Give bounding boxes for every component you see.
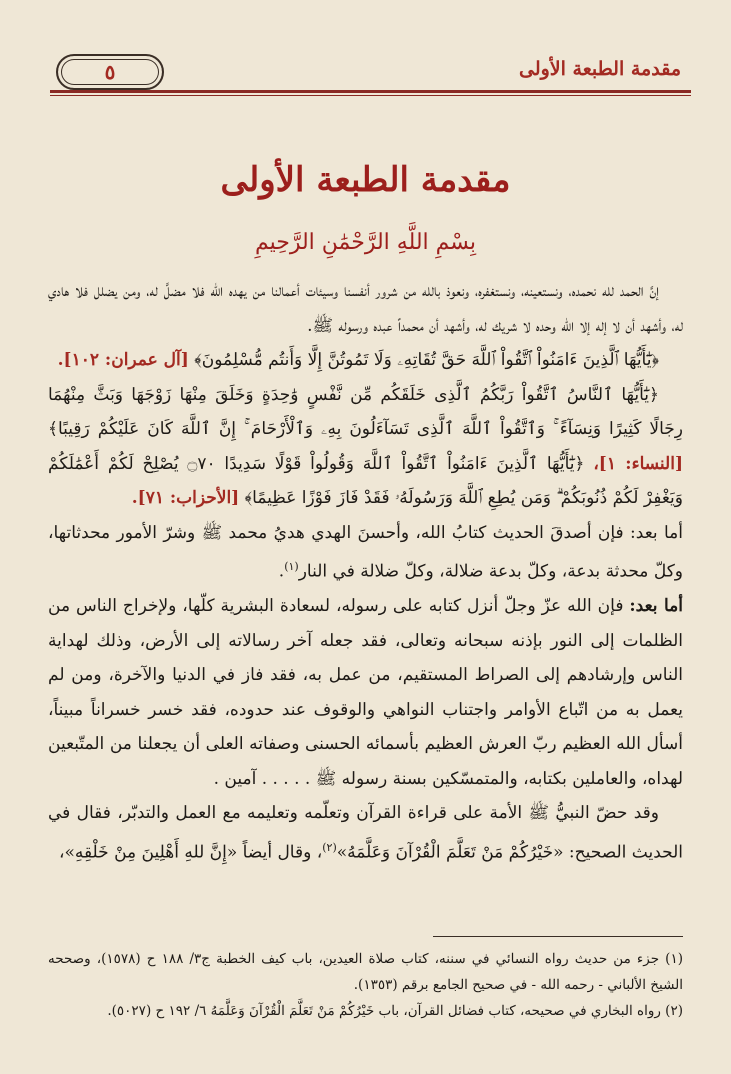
- verse-text: ﴿يَٰٓأَيُّهَا ٱلَّذِينَ ءَامَنُواْ ٱتَّقُواْ ٱللَّهَ وَقُولُواْ قَوْلًا سَدِيدًا ۝٧٠ يُصْلِحْ لَكُمْ أَعْمَٰلَكُمْ وَيَغْفِرْ لَكُمْ ذُنُوبَكُمْ ۗ وَمَن يُطِعِ ٱللَّهَ وَرَسُولَهُۥ فَقَدْ فَازَ فَوْزًا عَظِيمًا﴾: [48, 453, 683, 508]
- paragraph-amma-baad-1: أما بعد: فإن أصدقَ الحديث كتابُ الله، وأحسنَ الهدي هديُ محمد ﷺ وشرّ الأمور محدثاتها، وكلّ محدثة بدعة، وكلّ بدعة ضلالة، وكلّ ضلالة في النار$^{(١)}$.: [48, 522, 683, 582]
- paragraph-lead: أما بعد:: [629, 596, 683, 617]
- verse-reference: [النساء: ١]،: [593, 453, 683, 474]
- header-rule-thin: [50, 95, 691, 96]
- paragraph-text: ، وقال أيضاً «إِنَّ للهِ أَهْلِينَ مِنْ خَلْقِهِ»،: [58, 842, 323, 863]
- paragraph-text: أما بعد: فإن أصدقَ الحديث كتابُ الله، وأحسنَ الهدي هديُ محمد ﷺ وشرّ الأمور محدثاتها، وكلّ محدثة بدعة، وكلّ بدعة ضلالة، وكلّ ضلالة في النار: [48, 522, 683, 582]
- verse-al-imran: [48, 343, 683, 378]
- footnote-marker: (٢): [322, 840, 337, 854]
- footnotes: [48, 946, 683, 1024]
- paragraph-text: فإن الله عزّ وجلّ أنزل كتابه على رسوله، لسعادة البشرية كلّها، ولإخراج الناس من الظلمات إلى النور بإذنه سبحانه وتعالى، فقد جعله آخر رسالاته إلى الأرض، وذلك لهداية الناس وإرشادهم إلى الصراط المستقيم، من عمل به، فقد فاز في الدنيا والآخرة، ومن لم يعمل به من اتّباع الأوامر واجتناب النواهي والوقوف عند حدوده، فقد خسر خسراناً مبيناً، أسأل الله العظيم ربّ العرش العظيم بأسمائه الحسنى وصفاته العلى أن يجعلنا من المتّبعين لهداه، والعاملين بكتابه، والمتمسّكين بسنة رسوله ﷺ . . . . . آمين .: [48, 596, 683, 789]
- paragraph-amma-baad-2: [48, 589, 683, 796]
- paragraph-text: وقد حضّ النبيُّ ﷺ الأمة على قراءة القرآن وتعلّمه وتعليمه مع العمل والتدبّر، فقال في الحديث الصحيح: «خَيْرُكُمْ مَنْ تَعَلَّمَ الْقُرْآنَ وَعَلَّمَهُ»: [48, 803, 683, 863]
- footnote-1: (١) جزء من حديث رواه النسائي في سننه، كتاب صلاة العيدين، باب كيف الخطبة ج٣/ ١٨٨ ح (١٥٧٨)، وصححه الشيخ الألباني - رحمه الله - في صحيح الجامع برقم (١٣٥٣).: [48, 951, 683, 993]
- footnote-2: (٢) رواه البخاري في صحيحه، كتاب فضائل القرآن، باب خَيْرُكُمْ مَنْ تَعَلَّمَ الْقُرْآنَ وَعَلَّمَهُ ٦/ ١٩٢ ح (٥٠٢٧).: [107, 1003, 683, 1019]
- verse-nisa-ahzab: [48, 378, 683, 516]
- page-number-badge: ٥: [56, 54, 164, 90]
- verse-text: ﴿يَٰٓأَيُّهَا ٱلَّذِينَ ءَامَنُواْ ٱتَّقُواْ ٱللَّهَ حَقَّ تُقَاتِهِۦ وَلَا تَمُوتُنَّ إِلَّا وَأَنتُم مُّسْلِمُونَ﴾: [194, 350, 659, 370]
- verse-text: ﴿يَٰٓأَيُّهَا ٱلنَّاسُ ٱتَّقُواْ رَبَّكُمُ ٱلَّذِى خَلَقَكُم مِّن نَّفْسٍ وَٰحِدَةٍ وَخَلَقَ مِنْهَا زَوْجَهَا وَبَثَّ مِنْهُمَا رِجَالًا كَثِيرًا وَنِسَآءً ۚ وَٱتَّقُواْ ٱللَّهَ ٱلَّذِى تَسَآءَلُونَ بِهِۦ وَٱلْأَرْحَامَ ۚ إِنَّ ٱللَّهَ كَانَ عَلَيْكُمْ رَقِيبًا﴾: [48, 384, 683, 439]
- footnote-marker: (١): [284, 560, 299, 573]
- verse-reference: [آل عمران: ١٠٢].: [57, 350, 189, 370]
- basmala: بِسْمِ اللَّهِ الرَّحْمَٰنِ الرَّحِيمِ: [254, 230, 477, 255]
- running-header: [40, 46, 691, 90]
- footnote-divider: [433, 936, 683, 937]
- paragraph-hadith: [48, 796, 683, 870]
- verse-reference: [الأحزاب: ٧١].: [131, 488, 240, 508]
- main-text: [48, 274, 683, 870]
- paragraph-opening: إنَّ الحمد لله نحمده، ونستعينه، ونستغفره، ونعوذ بالله من شرور أنفسنا وسيئات أعمالنا من يهده الله فلا مضلَّ له، ومن يضلل فلا هادي له، وأشهد أن لا إله إلا الله وحده لا شريك له، وأشهد أن محمداً عبده ورسوله ﷺ.: [48, 281, 683, 336]
- page-title: مقدمة الطبعة الأولى: [220, 160, 511, 200]
- header-rule: [50, 90, 691, 93]
- header-title: مقدمة الطبعة الأولى: [518, 58, 681, 80]
